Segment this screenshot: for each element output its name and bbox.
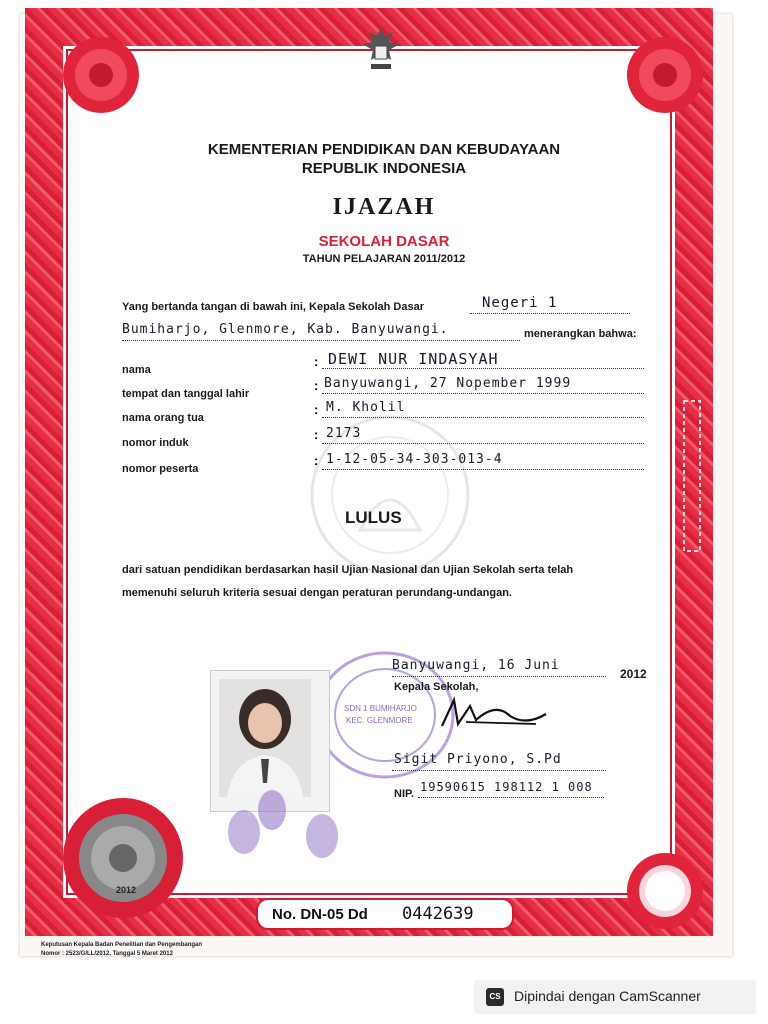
exam-number-value: 1-12-05-34-303-013-4: [326, 452, 503, 467]
principal-signature-icon: [436, 696, 556, 736]
perforation-mark-icon: [678, 395, 708, 565]
school-location-line: [122, 340, 520, 341]
principal-role: Kepala Sekolah,: [394, 681, 479, 693]
exam-number-colon: :: [314, 453, 319, 468]
intro-text-after: menerangkan bahwa:: [524, 328, 637, 340]
rosette-top-left-icon: [56, 30, 146, 120]
parent-value: M. Kholil: [326, 400, 406, 415]
graduation-status: LULUS: [345, 508, 402, 527]
birth-label: tempat dan tanggal lahir: [122, 388, 250, 400]
camscanner-label: Dipindai dengan CamScanner: [514, 988, 701, 1004]
signature-year: 2012: [620, 667, 647, 681]
student-number-colon: :: [314, 427, 319, 442]
result-text-line-2: memenuhi seluruh kriteria sesuai dengan peraturan perundang-undangan.: [122, 587, 512, 599]
principal-name: Sigit Priyono, S.Pd: [394, 752, 562, 767]
stamp-text-line-2: KEC. GLENMORE: [346, 716, 413, 725]
rosette-bottom-right-icon: [620, 846, 710, 936]
school-name-line: [470, 313, 630, 314]
place-date-value: Banyuwangi, 16 Juni: [392, 658, 560, 673]
document-title: IJAZAH: [332, 194, 436, 220]
birth-colon: :: [314, 378, 319, 393]
nip-line: [418, 797, 604, 798]
camscanner-watermark: [474, 980, 756, 1014]
student-number-value: 2173: [326, 426, 362, 441]
fingerprints-icon: [210, 780, 350, 880]
student-number-line: [322, 443, 644, 444]
parent-colon: :: [314, 402, 319, 417]
birth-value: Banyuwangi, 27 Nopember 1999: [324, 376, 572, 391]
school-level: SEKOLAH DASAR: [318, 233, 450, 250]
serial-label: No. DN-05 Dd: [272, 906, 368, 923]
intro-text: Yang bertanda tangan di bawah ini, Kepala Sekolah Dasar: [122, 301, 424, 313]
ministry-title: KEMENTERIAN PENDIDIKAN DAN KEBUDAYAAN: [207, 141, 561, 158]
name-colon: :: [314, 354, 319, 369]
principal-name-line: [392, 770, 606, 771]
name-line: [322, 368, 644, 369]
parent-label: nama orang tua: [122, 412, 204, 424]
student-number-label: nomor induk: [122, 437, 189, 449]
exam-number-line: [322, 469, 644, 470]
serial-value: 0442639: [402, 904, 474, 924]
name-value: DEWI NUR INDASYAH: [328, 350, 499, 368]
academic-year: TAHUN PELAJARAN 2011/2012: [302, 253, 466, 265]
rosette-top-right-icon: [620, 30, 710, 120]
serial-number-box: [256, 898, 514, 930]
place-date-line: [392, 676, 606, 677]
camscanner-logo-icon: CS: [486, 988, 504, 1006]
official-seal-icon: [60, 795, 186, 921]
school-name-value: Negeri 1: [482, 295, 558, 311]
tut-wuri-handayani-watermark-icon: [290, 410, 490, 580]
footnote-line-1: Keputusan Kepala Badan Penelitian dan Pengembangan: [41, 942, 203, 948]
exam-number-label: nomor peserta: [122, 463, 199, 475]
seal-year: 2012: [116, 885, 137, 895]
garuda-emblem-icon: [358, 24, 404, 74]
footnote-line-2: Nomor : 2523/G/LL/2012, Tanggal 5 Maret 2012: [41, 951, 173, 957]
nip-label: NIP.: [394, 788, 414, 800]
name-label: nama: [122, 364, 151, 376]
result-text-line-1: dari satuan pendidikan berdasarkan hasil Ujian Nasional dan Ujian Sekolah serta telah: [122, 564, 574, 576]
republic-title: REPUBLIK INDONESIA: [301, 160, 467, 177]
stamp-text-line-1: SDN 1 BUMIHARJO: [344, 704, 417, 713]
school-location-value: Bumiharjo, Glenmore, Kab. Banyuwangi.: [122, 322, 449, 337]
parent-line: [322, 417, 644, 418]
nip-value: 19590615 198112 1 008: [420, 780, 593, 794]
birth-line: [322, 393, 644, 394]
